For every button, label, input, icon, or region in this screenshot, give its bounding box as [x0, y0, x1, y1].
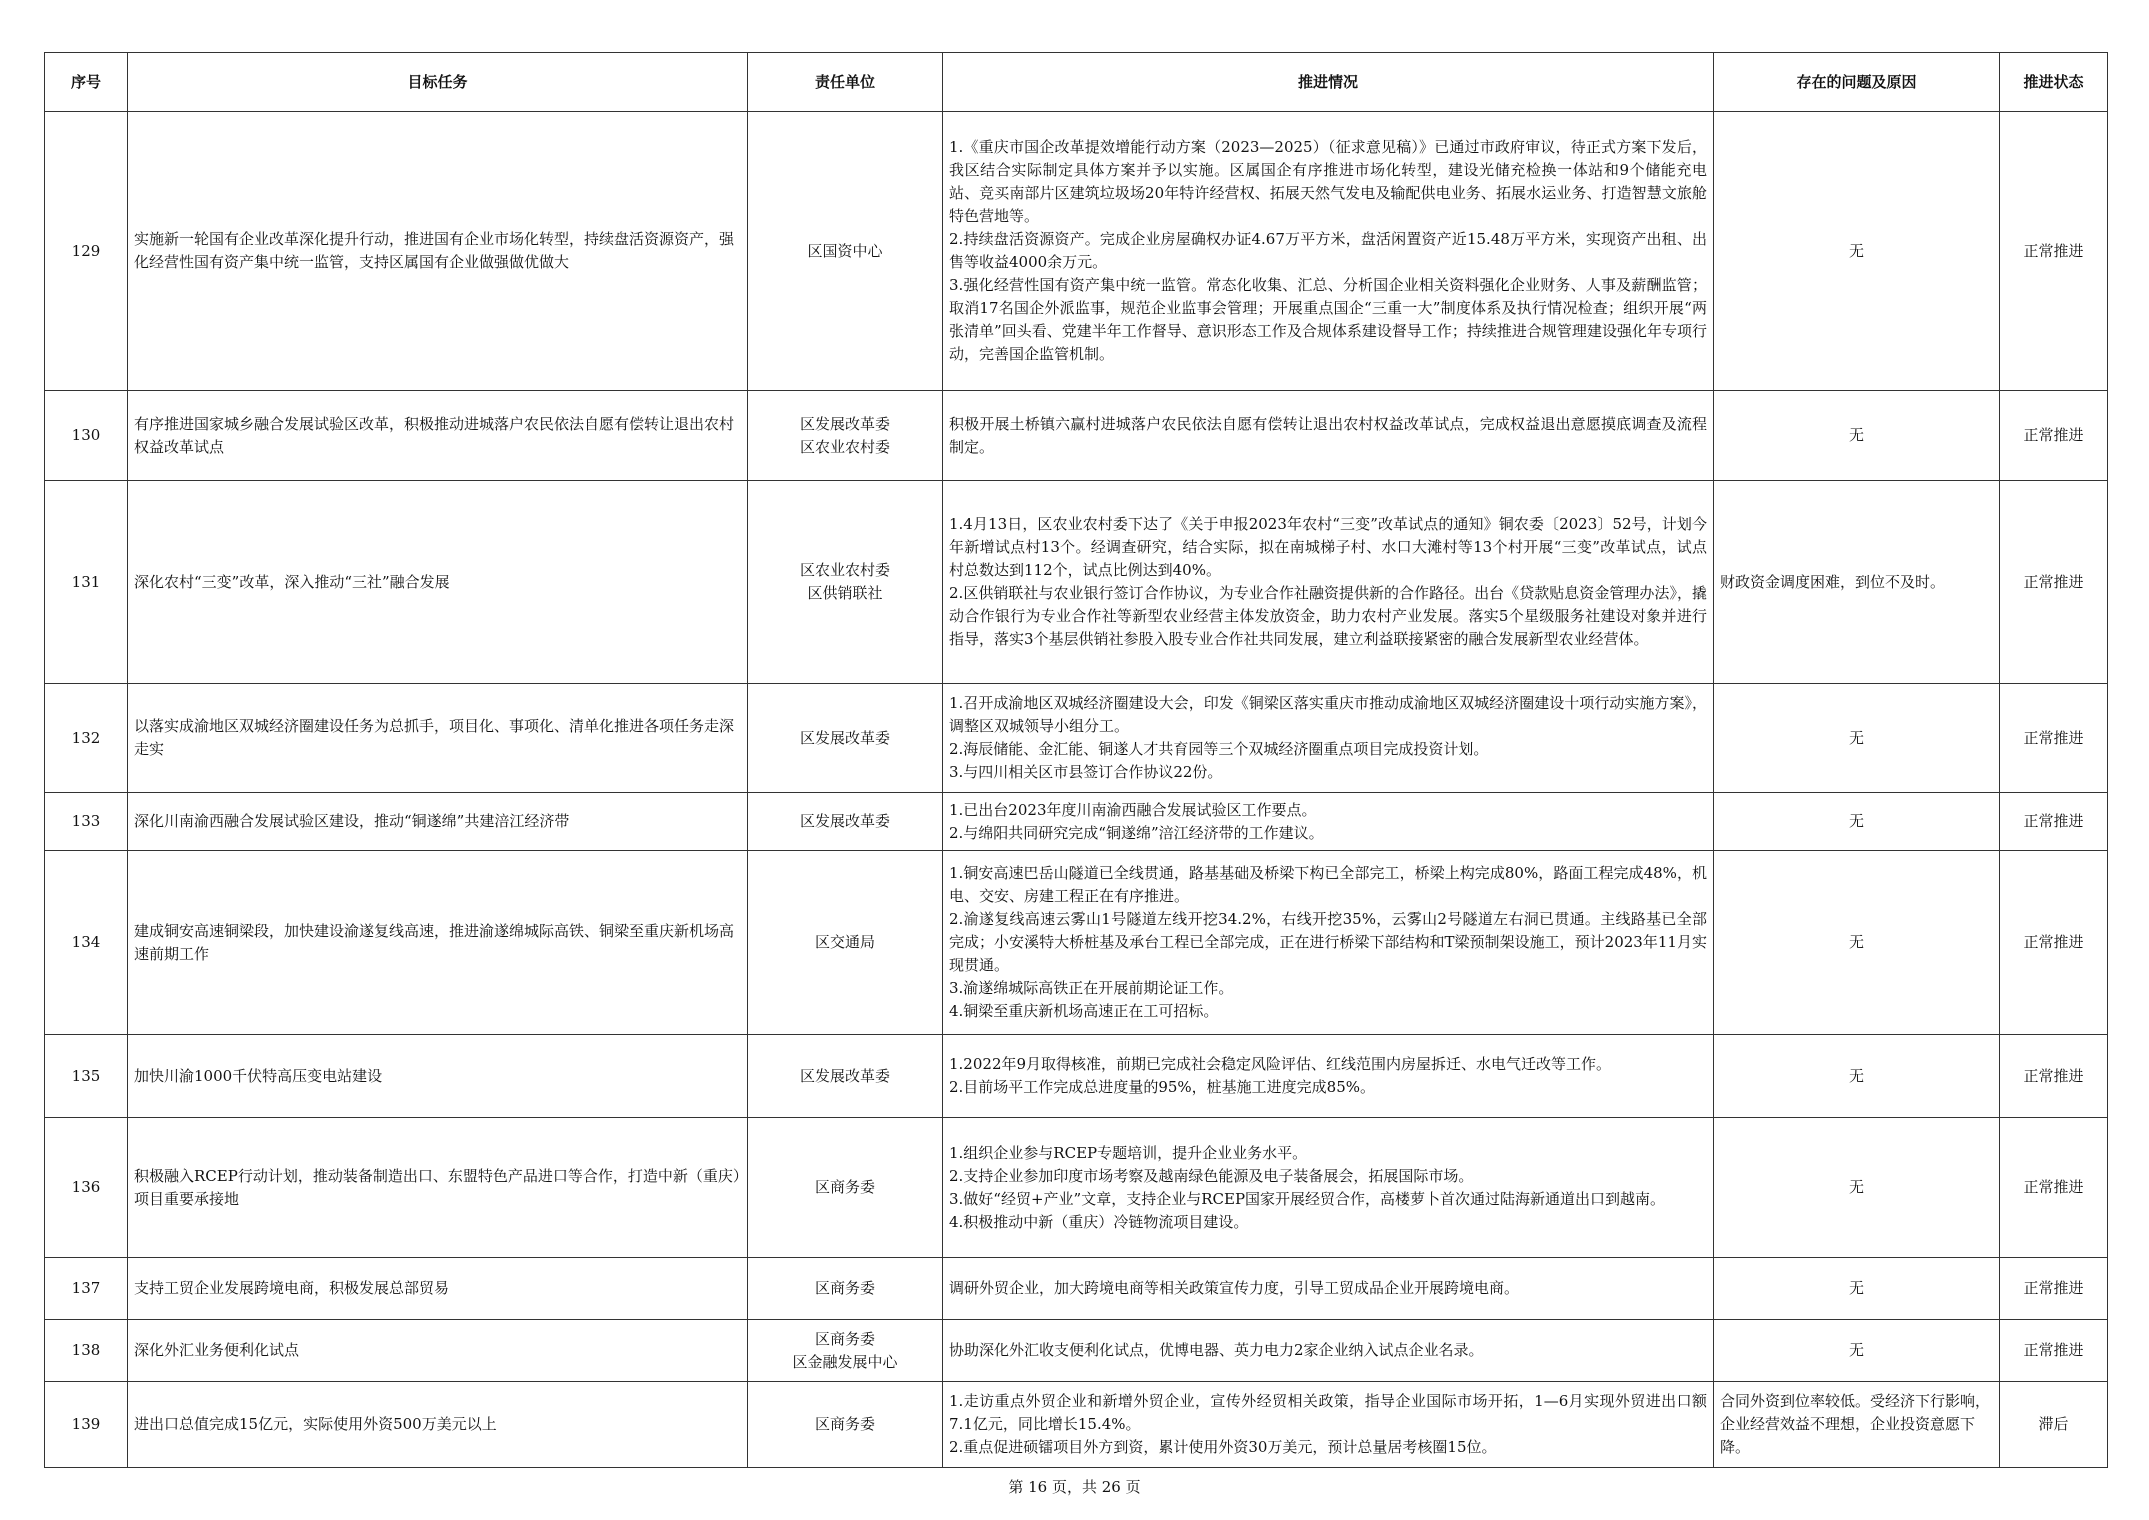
progress-item: 2.持续盘活资源资产。完成企业房屋确权办证4.67万平方米，盘活闲置资产近15.48万平方米，实现资产出租、出售等收益4000余万元。 [949, 230, 1707, 271]
responsible-unit [748, 112, 943, 391]
progress-details [943, 1118, 1714, 1258]
progress-item: 1.《重庆市国企改革提效增能行动方案（2023—2025）（征求意见稿）》已通过市政府审议，待正式方案下发后，我区结合实际制定具体方案并予以实施。区属国企有序推进市场化转型，建设光储充检换一体站和9个储能充电站、竞买南部片区建筑垃圾场20年特许经营权、拓展天然气发电及输配供电业务、拓展水运业务、打造智慧文旅舱特色营地等。 [949, 138, 1707, 225]
unit-name: 区发展改革委 [799, 414, 890, 433]
issue-cause: 无 [1714, 1035, 2000, 1118]
table-row [45, 793, 2108, 851]
progress-item: 4.铜梁至重庆新机场高速正在工可招标。 [949, 1002, 1219, 1020]
table-row [45, 1118, 2108, 1258]
target-task: 深化川南渝西融合发展试验区建设，推动“铜遂绵”共建涪江经济带 [128, 793, 748, 851]
progress-status: 正常推进 [2000, 1118, 2108, 1258]
target-task: 积极融入RCEP行动计划，推动装备制造出口、东盟特色产品进口等合作，打造中新（重庆）项目重要承接地 [128, 1118, 748, 1258]
target-task: 有序推进国家城乡融合发展试验区改革，积极推动进城落户农民依法自愿有偿转让退出农村权益改革试点 [128, 391, 748, 481]
header-progress: 推进情况 [943, 53, 1714, 112]
row-number: 135 [45, 1035, 128, 1118]
progress-details [943, 481, 1714, 684]
row-number: 129 [45, 112, 128, 391]
issue-cause: 无 [1714, 1320, 2000, 1382]
header-status: 推进状态 [2000, 53, 2108, 112]
progress-item: 3.强化经营性国有资产集中统一监管。常态化收集、汇总、分析国企业相关资料强化企业财务、人事及薪酬监管；取消17名国企外派监事，规范企业监事会管理；开展重点国企“三重一大”制度体系及执行情况检查；组织开展“两张清单”回头看、党建半年工作督导、意识形态工作及合规体系建设督导工作；持续推进合规管理建设强化年专项行动，完善国企监管机制。 [949, 276, 1707, 363]
table-row [45, 481, 2108, 684]
progress-item: 2.重点促进硕镭项目外方到资，累计使用外资30万美元，预计总量居考核圈15位。 [949, 1438, 1497, 1456]
progress-details [943, 112, 1714, 391]
unit-name: 区国资中心 [807, 241, 883, 260]
progress-details [943, 793, 1714, 851]
unit-name: 区商务委 [814, 1329, 875, 1348]
progress-details [943, 1382, 1714, 1468]
responsible-unit [748, 391, 943, 481]
progress-details [943, 1320, 1714, 1382]
table-row [45, 1382, 2108, 1468]
progress-table [44, 52, 2108, 1468]
progress-item: 2.区供销联社与农业银行签订合作协议，为专业合作社融资提供新的合作路径。出台《贷款贴息资金管理办法》，撬动合作银行为专业合作社等新型农业经营主体发放资金，助力农村产业发展。落实5个星级服务社建设对象并进行指导，落实3个基层供销社参股入股专业合作社共同发展，建立利益联接紧密的融合发展新型农业经营体。 [949, 584, 1707, 648]
table-row [45, 112, 2108, 391]
row-number: 132 [45, 684, 128, 793]
progress-item: 2.渝遂复线高速云雾山1号隧道左线开挖34.2%，右线开挖35%，云雾山2号隧道左右洞已贯通。主线路基已全部完成；小安溪特大桥桩基及承台工程已全部完成，正在进行桥梁下部结构和T梁预制架设施工，预计2023年11月实现贯通。 [949, 910, 1707, 974]
progress-status: 正常推进 [2000, 391, 2108, 481]
table-row [45, 1035, 2108, 1118]
target-task: 支持工贸企业发展跨境电商，积极发展总部贸易 [128, 1258, 748, 1320]
unit-name: 区金融发展中心 [792, 1352, 898, 1371]
issue-cause: 无 [1714, 1118, 2000, 1258]
progress-details [943, 1258, 1714, 1320]
progress-item: 2.海辰储能、金汇能、铜遂人才共育园等三个双城经济圈重点项目完成投资计划。 [949, 740, 1489, 758]
table-row [45, 684, 2108, 793]
progress-status: 正常推进 [2000, 112, 2108, 391]
row-number: 139 [45, 1382, 128, 1468]
unit-name: 区商务委 [814, 1178, 875, 1196]
responsible-unit [748, 1382, 943, 1468]
unit-name: 区发展改革委 [799, 812, 890, 830]
unit-name: 区交通局 [814, 933, 875, 951]
progress-item: 协助深化外汇收支便利化试点，优博电器、英力电力2家企业纳入试点企业名录。 [949, 1341, 1484, 1359]
issue-cause: 合同外资到位率较低。受经济下行影响，企业经营效益不理想，企业投资意愿下降。 [1714, 1382, 2000, 1468]
target-task: 进出口总值完成15亿元，实际使用外资500万美元以上 [128, 1382, 748, 1468]
row-number: 130 [45, 391, 128, 481]
progress-status: 正常推进 [2000, 1320, 2108, 1382]
progress-status: 滞后 [2000, 1382, 2108, 1468]
responsible-unit [748, 684, 943, 793]
target-task: 深化农村“三变”改革，深入推动“三社”融合发展 [128, 481, 748, 684]
row-number: 133 [45, 793, 128, 851]
progress-status: 正常推进 [2000, 1258, 2108, 1320]
progress-item: 1.铜安高速巴岳山隧道已全线贯通，路基基础及桥梁下构已全部完工，桥梁上构完成80%，路面工程完成48%，机电、交安、房建工程正在有序推进。 [949, 864, 1707, 905]
unit-name: 区发展改革委 [799, 1066, 890, 1085]
header-issue: 存在的问题及原因 [1714, 53, 2000, 112]
target-task: 深化外汇业务便利化试点 [128, 1320, 748, 1382]
progress-status: 正常推进 [2000, 481, 2108, 684]
progress-status: 正常推进 [2000, 684, 2108, 793]
unit-name: 区商务委 [814, 1279, 875, 1297]
progress-item: 积极开展土桥镇六赢村进城落户农民依法自愿有偿转让退出农村权益改革试点，完成权益退出意愿摸底调查及流程制定。 [949, 414, 1707, 456]
row-number: 131 [45, 481, 128, 684]
header-unit: 责任单位 [748, 53, 943, 112]
row-number: 136 [45, 1118, 128, 1258]
header-no: 序号 [45, 53, 128, 112]
progress-item: 3.与四川相关区市县签订合作协议22份。 [949, 763, 1223, 781]
progress-item: 2.支持企业参加印度市场考察及越南绿色能源及电子装备展会，拓展国际市场。 [949, 1166, 1474, 1185]
responsible-unit [748, 1118, 943, 1258]
progress-item: 1.组织企业参与RCEP专题培训，提升企业业务水平。 [949, 1143, 1308, 1162]
progress-item: 2.目前场平工作完成总进度量的95%，桩基施工进度完成85%。 [949, 1078, 1375, 1096]
issue-cause: 无 [1714, 851, 2000, 1035]
issue-cause: 无 [1714, 793, 2000, 851]
progress-item: 1.召开成渝地区双城经济圈建设大会，印发《铜梁区落实重庆市推动成渝地区双城经济圈建设十项行动实施方案》，调整区双城领导小组分工。 [949, 694, 1707, 735]
progress-item: 2.与绵阳共同研究完成“铜遂绵”涪江经济带的工作建议。 [949, 823, 1324, 842]
unit-name: 区农业农村委 [799, 561, 890, 579]
unit-name: 区发展改革委 [799, 728, 890, 747]
issue-cause: 财政资金调度困难，到位不及时。 [1714, 481, 2000, 684]
unit-name: 区农业农村委 [799, 437, 890, 456]
table-row [45, 1258, 2108, 1320]
progress-item: 1.已出台2023年度川南渝西融合发展试验区工作要点。 [949, 800, 1317, 819]
row-number: 138 [45, 1320, 128, 1382]
progress-item: 4.积极推动中新（重庆）冷链物流项目建设。 [949, 1212, 1249, 1231]
responsible-unit [748, 793, 943, 851]
progress-status: 正常推进 [2000, 793, 2108, 851]
responsible-unit [748, 1320, 943, 1382]
table-row [45, 391, 2108, 481]
header-task: 目标任务 [128, 53, 748, 112]
progress-item: 3.做好“经贸+产业”文章，支持企业与RCEP国家开展经贸合作，高楼萝卜首次通过陆海新通道出口到越南。 [949, 1189, 1666, 1208]
target-task: 实施新一轮国有企业改革深化提升行动，推进国有企业市场化转型，持续盘活资源资产，强化经营性国有资产集中统一监管，支持区属国有企业做强做优做大 [128, 112, 748, 391]
progress-item: 调研外贸企业，加大跨境电商等相关政策宣传力度，引导工贸成品企业开展跨境电商。 [949, 1279, 1520, 1297]
issue-cause: 无 [1714, 684, 2000, 793]
table-row [45, 851, 2108, 1035]
progress-details [943, 851, 1714, 1035]
table-header-row [45, 53, 2108, 112]
issue-cause: 无 [1714, 112, 2000, 391]
progress-item: 1.4月13日，区农业农村委下达了《关于申报2023年农村“三变”改革试点的通知》铜农委〔2023〕52号，计划今年新增试点村13个。经调查研究，结合实际，拟在南城梯子村、水口大滩村等13个村开展“三变”改革试点，试点村总数达到112个，试点比例达到40%。 [949, 515, 1707, 579]
responsible-unit [748, 481, 943, 684]
target-task: 建成铜安高速铜梁段，加快建设渝遂复线高速，推进渝遂绵城际高铁、铜梁至重庆新机场高速前期工作 [128, 851, 748, 1035]
responsible-unit [748, 1035, 943, 1118]
progress-details [943, 391, 1714, 481]
row-number: 137 [45, 1258, 128, 1320]
responsible-unit [748, 851, 943, 1035]
row-number: 134 [45, 851, 128, 1035]
responsible-unit [748, 1258, 943, 1320]
unit-name: 区供销联社 [807, 584, 883, 602]
page-footer: 第 16 页，共 26 页 [1008, 1478, 1141, 1496]
progress-item: 1.走访重点外贸企业和新增外贸企业，宣传外经贸相关政策，指导企业国际市场开拓，1—6月实现外贸进出口额7.1亿元，同比增长15.4%。 [949, 1392, 1707, 1433]
progress-status: 正常推进 [2000, 851, 2108, 1035]
target-task: 加快川渝1000千伏特高压变电站建设 [128, 1035, 748, 1118]
issue-cause: 无 [1714, 1258, 2000, 1320]
progress-item: 1.2022年9月取得核准，前期已完成社会稳定风险评估、红线范围内房屋拆迁、水电气迁改等工作。 [949, 1055, 1612, 1073]
progress-details [943, 1035, 1714, 1118]
progress-details [943, 684, 1714, 793]
unit-name: 区商务委 [814, 1415, 875, 1433]
table-row [45, 1320, 2108, 1382]
progress-status: 正常推进 [2000, 1035, 2108, 1118]
issue-cause: 无 [1714, 391, 2000, 481]
progress-item: 3.渝遂绵城际高铁正在开展前期论证工作。 [949, 979, 1234, 997]
target-task: 以落实成渝地区双城经济圈建设任务为总抓手，项目化、事项化、清单化推进各项任务走深走实 [128, 684, 748, 793]
document-page [44, 52, 2107, 1468]
